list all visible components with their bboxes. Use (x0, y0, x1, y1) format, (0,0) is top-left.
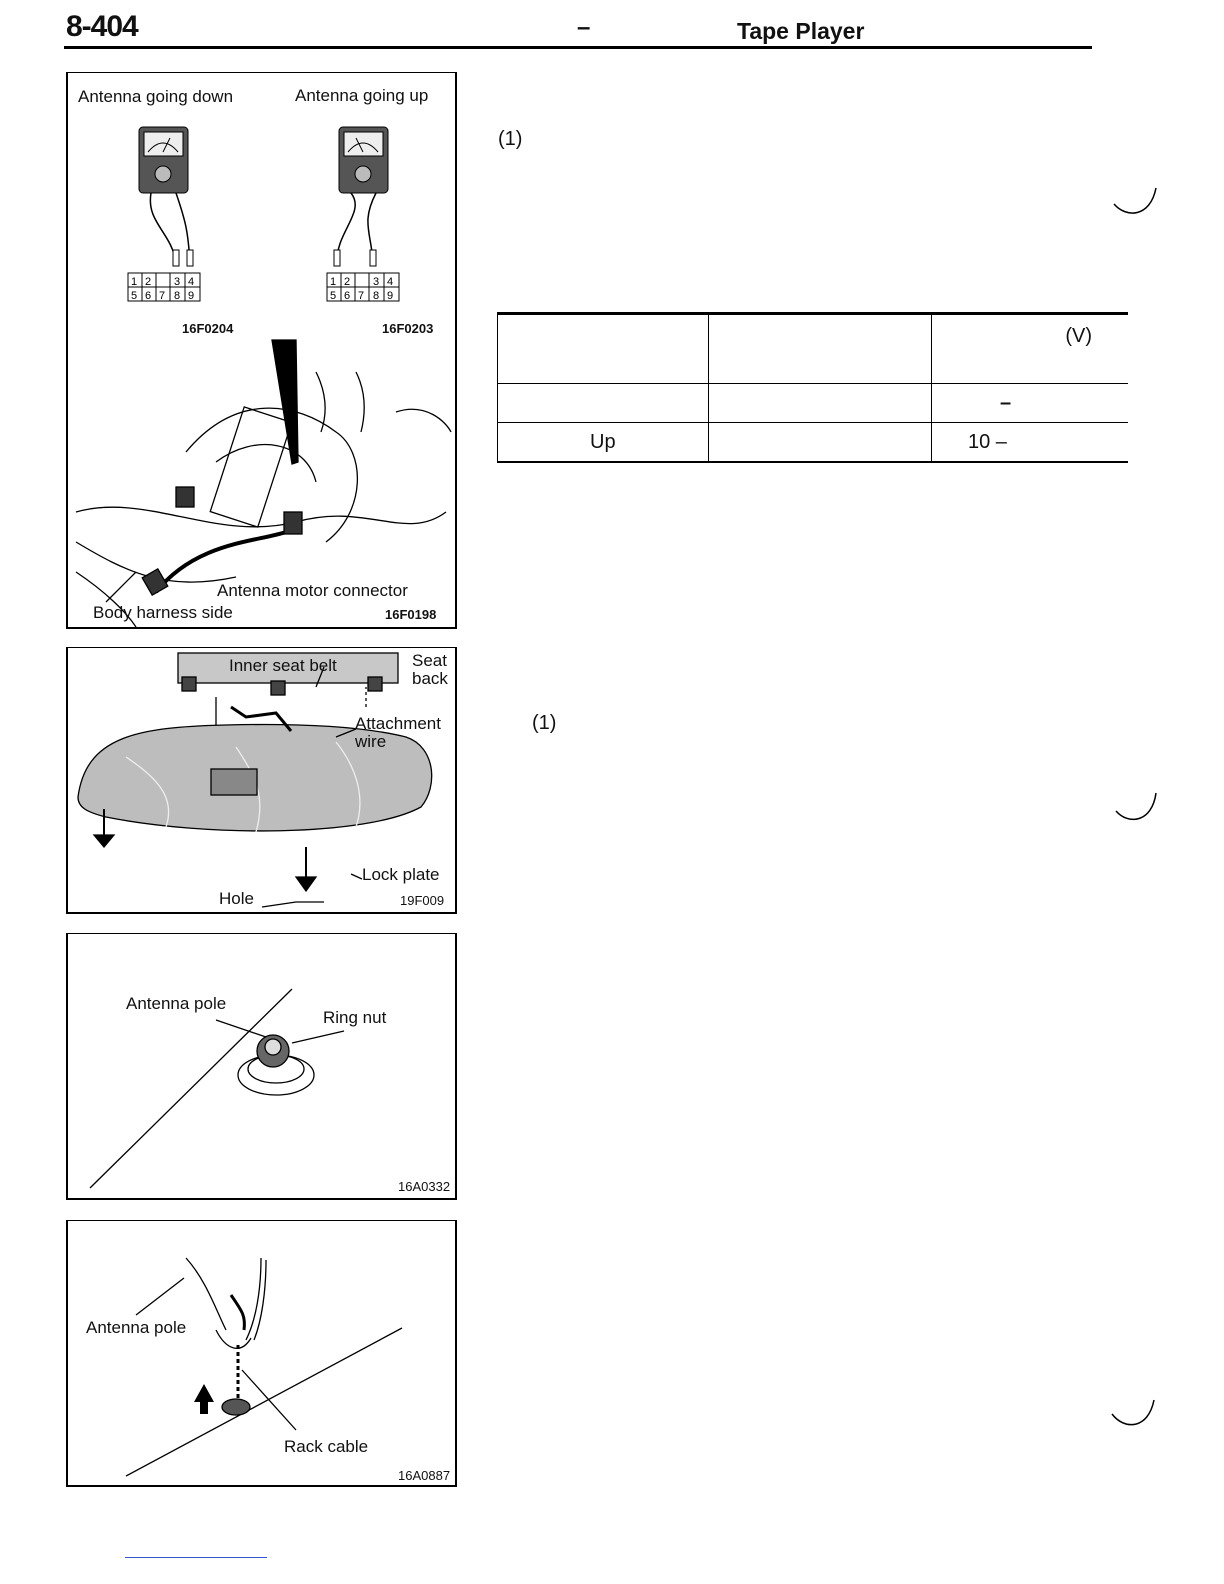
svg-text:9: 9 (387, 290, 394, 302)
header-dash: – (577, 14, 591, 41)
header-rule (64, 46, 1092, 49)
step-number-2: (1) (532, 712, 557, 734)
label-antenna-down: Antenna going down (78, 87, 234, 106)
svg-text:5: 5 (131, 290, 138, 302)
label-attachment: Attachment (355, 714, 441, 733)
margin-mark-icon (1108, 785, 1168, 835)
table-row (498, 384, 1129, 423)
svg-text:8: 8 (174, 290, 181, 302)
page-number: 8-404 (66, 10, 138, 43)
label-wire: wire (355, 732, 387, 751)
svg-text:4: 4 (387, 276, 394, 288)
arrow-up-icon (194, 1384, 214, 1414)
svg-text:2: 2 (344, 276, 351, 288)
svg-text:9: 9 (188, 290, 195, 302)
figure-rack-cable (66, 1220, 458, 1493)
figure-code-right: 16F0203 (382, 321, 434, 336)
figure-antenna-motor-check (66, 72, 458, 635)
step-number: (1) (498, 128, 523, 150)
voltage-table (497, 312, 1128, 463)
margin-mark-icon (1108, 180, 1168, 230)
svg-text:8: 8 (373, 290, 380, 302)
table-cell-value: – (932, 384, 1129, 423)
figure-code: 19F009 (400, 893, 445, 908)
table-cell-value: 10 – (932, 423, 1129, 463)
figure-code: 16A0887 (398, 1468, 451, 1483)
label-hole: Hole (219, 889, 254, 908)
connector-diagram-right (327, 273, 399, 302)
svg-text:2: 2 (145, 276, 152, 288)
margin-mark-icon (1106, 1390, 1166, 1440)
multimeter-right-icon (334, 127, 388, 266)
table-header-unit: (V) (932, 314, 1129, 384)
svg-text:1: 1 (131, 276, 138, 288)
label-antenna-up: Antenna going up (295, 86, 429, 105)
table-cell-label: Up (498, 423, 709, 463)
label-antenna-pole: Antenna pole (126, 994, 227, 1013)
svg-text:7: 7 (159, 290, 166, 302)
figure-ring-nut (66, 933, 458, 1206)
figure-seat-removal (66, 647, 458, 920)
svg-text:5: 5 (330, 290, 337, 302)
svg-text:3: 3 (174, 276, 181, 288)
label-lock-plate: Lock plate (362, 865, 440, 884)
table-row (498, 423, 1129, 463)
figure-code-left: 16F0204 (182, 321, 234, 336)
svg-text:6: 6 (145, 290, 152, 302)
figure-code-bottom: 16F0198 (385, 607, 437, 622)
svg-text:3: 3 (373, 276, 380, 288)
table-header-row (498, 314, 1129, 384)
label-seat: Seat (412, 651, 447, 670)
label-body-harness-side: Body harness side (93, 603, 233, 622)
label-antenna-motor-connector: Antenna motor connector (217, 581, 408, 600)
label-rack-cable: Rack cable (284, 1437, 369, 1456)
multimeter-left-icon (139, 127, 193, 266)
section-title: Tape Player (737, 18, 865, 44)
label-inner-seat-belt: Inner seat belt (229, 656, 337, 675)
svg-text:7: 7 (358, 290, 365, 302)
label-ring-nut: Ring nut (323, 1008, 387, 1027)
ring-nut-drawing (90, 989, 344, 1188)
svg-text:1: 1 (330, 276, 337, 288)
label-antenna-pole: Antenna pole (86, 1318, 187, 1337)
figure-code: 16A0332 (398, 1179, 451, 1194)
footer-rule (125, 1557, 267, 1558)
label-back: back (412, 669, 448, 688)
connector-diagram-left (128, 273, 200, 302)
svg-text:6: 6 (344, 290, 351, 302)
svg-text:4: 4 (188, 276, 195, 288)
